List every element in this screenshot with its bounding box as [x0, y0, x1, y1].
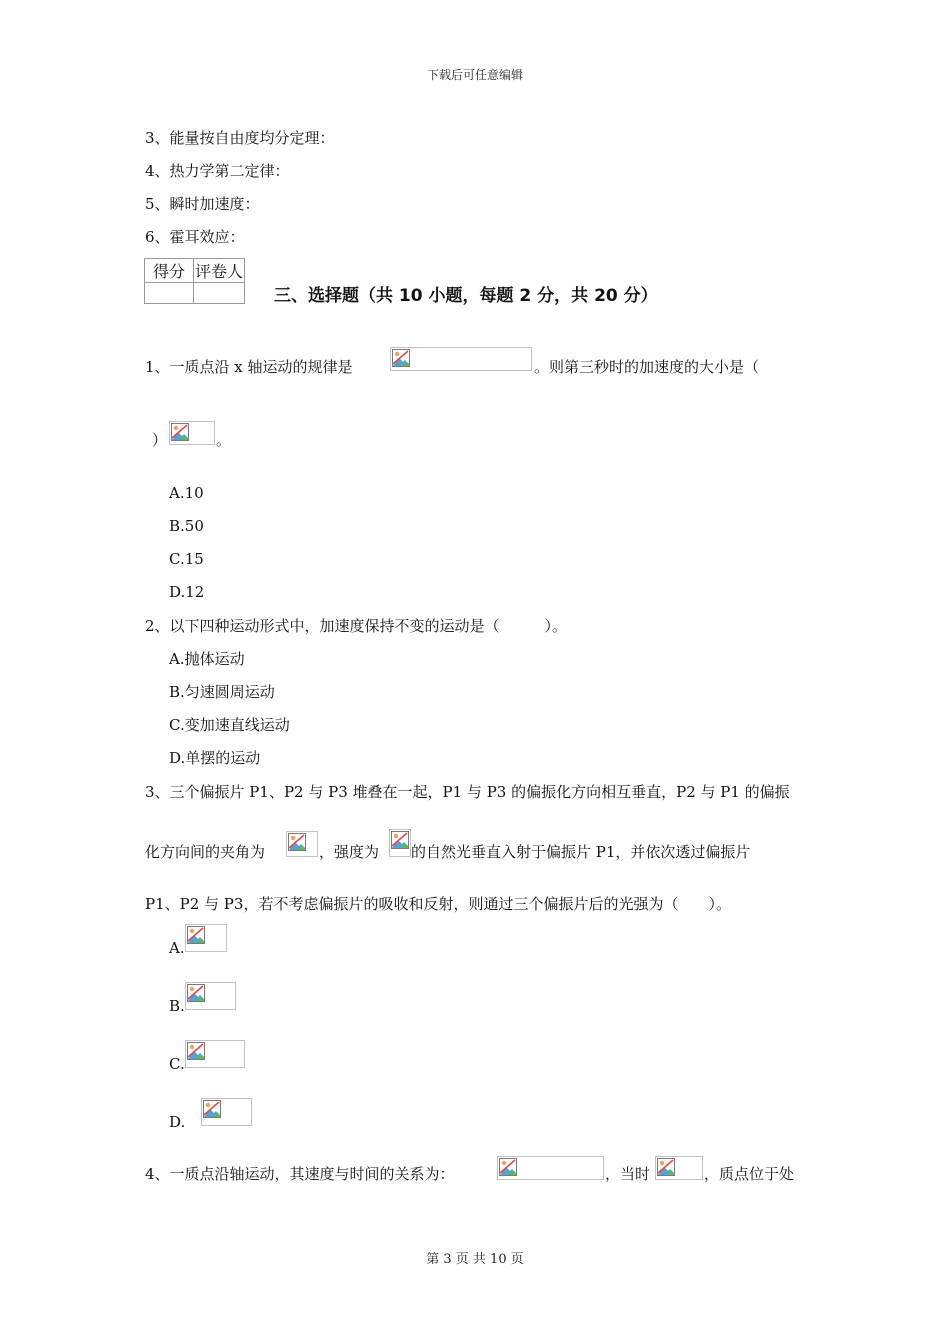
page-footer: 第 3 页 共 10 页	[426, 1252, 524, 1267]
q4-text-middle: ，当时	[605, 1165, 651, 1183]
broken-image-icon	[187, 1042, 205, 1060]
broken-image-icon	[288, 833, 306, 851]
grader-cell	[194, 283, 245, 304]
q3-option-a-image	[185, 924, 227, 952]
broken-image-icon	[171, 423, 189, 441]
broken-image-icon	[392, 349, 410, 367]
score-table	[144, 258, 245, 304]
broken-image-icon	[187, 926, 205, 944]
broken-image-icon	[391, 831, 409, 849]
q2-text: 2、以下四种运动形式中，加速度保持不变的运动是（ ）。	[145, 617, 568, 635]
q1-unit-image	[169, 421, 215, 445]
q3-line-2-start: 化方向间的夹角为	[145, 843, 266, 861]
broken-image-icon	[187, 984, 205, 1002]
q1-formula-image	[390, 347, 532, 371]
q1-option-a: A.10	[169, 484, 204, 502]
q1-text-start: 1、一质点沿 x 轴运动的规律是	[145, 358, 353, 376]
q3-option-c: C.	[169, 1055, 185, 1073]
broken-image-icon	[657, 1158, 675, 1176]
q1-text-close: ）	[152, 431, 168, 449]
broken-image-icon	[203, 1100, 221, 1118]
q3-option-a: A.	[169, 939, 185, 957]
q2-option-d: D.单摆的运动	[169, 749, 261, 767]
q3-angle-image	[286, 831, 318, 857]
definition-item-4: 4、热力学第二定律：	[145, 162, 290, 180]
definition-item-6: 6、霍耳效应：	[145, 228, 245, 246]
q3-line-1: 3、三个偏振片 P1、P2 与 P3 堆叠在一起，P1 与 P3 的偏振化方向相互垂直，P2 与 P1 的偏振	[145, 783, 790, 801]
broken-image-icon	[499, 1158, 517, 1176]
q3-option-d-image	[201, 1098, 252, 1126]
section-title: 三、选择题（共 10 小题，每题 2 分，共 20 分）	[274, 286, 658, 306]
q2-option-c: C.变加速直线运动	[169, 716, 290, 734]
q1-option-c: C.15	[169, 550, 204, 568]
q4-velocity-image	[497, 1156, 604, 1180]
q3-line-2-middle: ，强度为	[319, 843, 380, 861]
page-header: 下载后可任意编辑	[426, 68, 523, 82]
q2-option-b: B.匀速圆周运动	[169, 683, 275, 701]
q3-option-d: D.	[169, 1113, 186, 1131]
grader-label: 评卷人	[194, 259, 245, 283]
q1-option-b: B.50	[169, 517, 204, 535]
q1-text-end: 。	[216, 431, 232, 449]
q3-option-b-image	[185, 982, 236, 1010]
q3-line-3: P1、P2 与 P3，若不考虑偏振片的吸收和反射，则通过三个偏振片后的光强为（ ）。	[145, 895, 731, 913]
definition-item-3: 3、能量按自由度均分定理：	[145, 129, 335, 147]
q1-text-middle: 。则第三秒时的加速度的大小是（	[534, 358, 760, 376]
q4-text-end: ，质点位于处	[704, 1165, 795, 1183]
score-label: 得分	[145, 259, 194, 283]
q4-time-image	[655, 1156, 703, 1180]
q4-text-start: 4、一质点沿轴运动，其速度与时间的关系为：	[145, 1165, 455, 1183]
q3-intensity-image	[389, 829, 411, 857]
q3-line-2-end: 的自然光垂直入射于偏振片 P1，并依次透过偏振片	[411, 843, 751, 861]
q1-option-d: D.12	[169, 583, 205, 601]
q2-option-a: A.抛体运动	[169, 650, 245, 668]
q3-option-b: B.	[169, 997, 185, 1015]
q3-option-c-image	[185, 1040, 245, 1068]
score-cell	[145, 283, 194, 304]
definition-item-5: 5、瞬时加速度：	[145, 195, 260, 213]
